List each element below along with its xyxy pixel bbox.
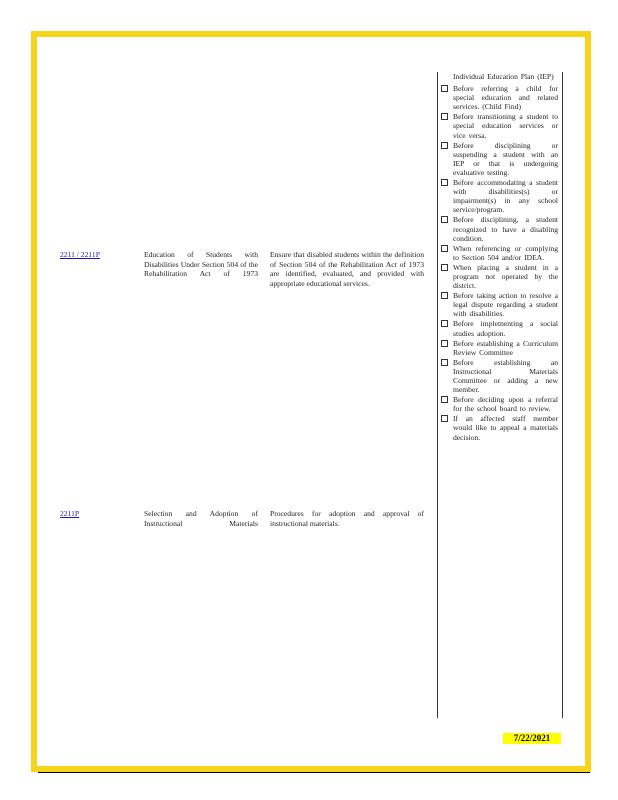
checkbox-bullet-icon (441, 216, 448, 223)
list-item: Before accommodating a student with disabilities(s) or impairment(s) in any school service/program. (441, 178, 558, 214)
checkbox-bullet-icon (441, 142, 448, 149)
when-to-consult-list (441, 72, 558, 442)
policy-title: Selection and Adoption of Instructional Materials (144, 509, 258, 528)
checkbox-bullet-icon (441, 85, 448, 92)
checkbox-bullet-icon (441, 113, 448, 120)
checkbox-bullet-icon (441, 340, 448, 347)
policy-title: Education of Students with Disabilities Under Section 504 of the Rehabilitation Act of 1973 (144, 250, 258, 278)
checkbox-bullet-icon (441, 292, 448, 299)
column-divider-left (437, 72, 438, 718)
checkbox-bullet-icon (441, 245, 448, 252)
checkbox-bullet-icon (441, 415, 448, 422)
checkbox-bullet-icon (441, 396, 448, 403)
checkbox-bullet-icon (441, 320, 448, 327)
list-item: When referencing or complying to Section 504 and/or IDEA. (441, 244, 558, 262)
list-item: Before disciplining, a student recognized to have a disabling condition. (441, 215, 558, 242)
list-item: Before taking action to resolve a legal dispute regarding a student with disabilities. (441, 291, 558, 318)
policy-code-2211[interactable]: 2211 / 2211P (60, 250, 100, 259)
policy-code-link[interactable] (60, 509, 79, 519)
list-item: Before deciding upon a referral for the school board to review. (441, 395, 558, 413)
policy-description: Ensure that disabled students within the definition of Section 504 of the Rehabilitation Act of 1973 are identified, evaluated, and provided with appropriate educational services. (270, 250, 424, 288)
list-item: When placing a student in a program not operated by the district. (441, 263, 558, 290)
list-item: Before referring a child for special education and related services. (Child Find) (441, 84, 558, 111)
list-item: Before transitioning a student to special education services or vice versa. (441, 112, 558, 139)
list-item: Before establishing a Curriculum Review Committee (441, 339, 558, 357)
list-item: Before establishing an Instructional Materials Committee or adding a new member. (441, 358, 558, 394)
policy-description: Procedures for adoption and approval of instructional materials. (270, 509, 424, 528)
footer-date: 7/22/2021 (503, 733, 561, 744)
policy-code-link[interactable] (60, 250, 100, 260)
column-divider-right (562, 72, 563, 718)
list-item: If an affected staff member would like to appeal a materials decision. (441, 414, 558, 441)
checkbox-bullet-icon (441, 264, 448, 271)
checkbox-bullet-icon (441, 179, 448, 186)
list-item: Individual Education Plan (IEP) (453, 72, 554, 81)
list-item: Before implementing a social studies adoption. (441, 319, 558, 337)
checkbox-bullet-icon (441, 359, 448, 366)
list-item: Before disciplining or suspending a student with an IEP or that is undergoing evaluative testing. (441, 141, 558, 177)
policy-code-2211p[interactable]: 2211P (60, 509, 80, 518)
